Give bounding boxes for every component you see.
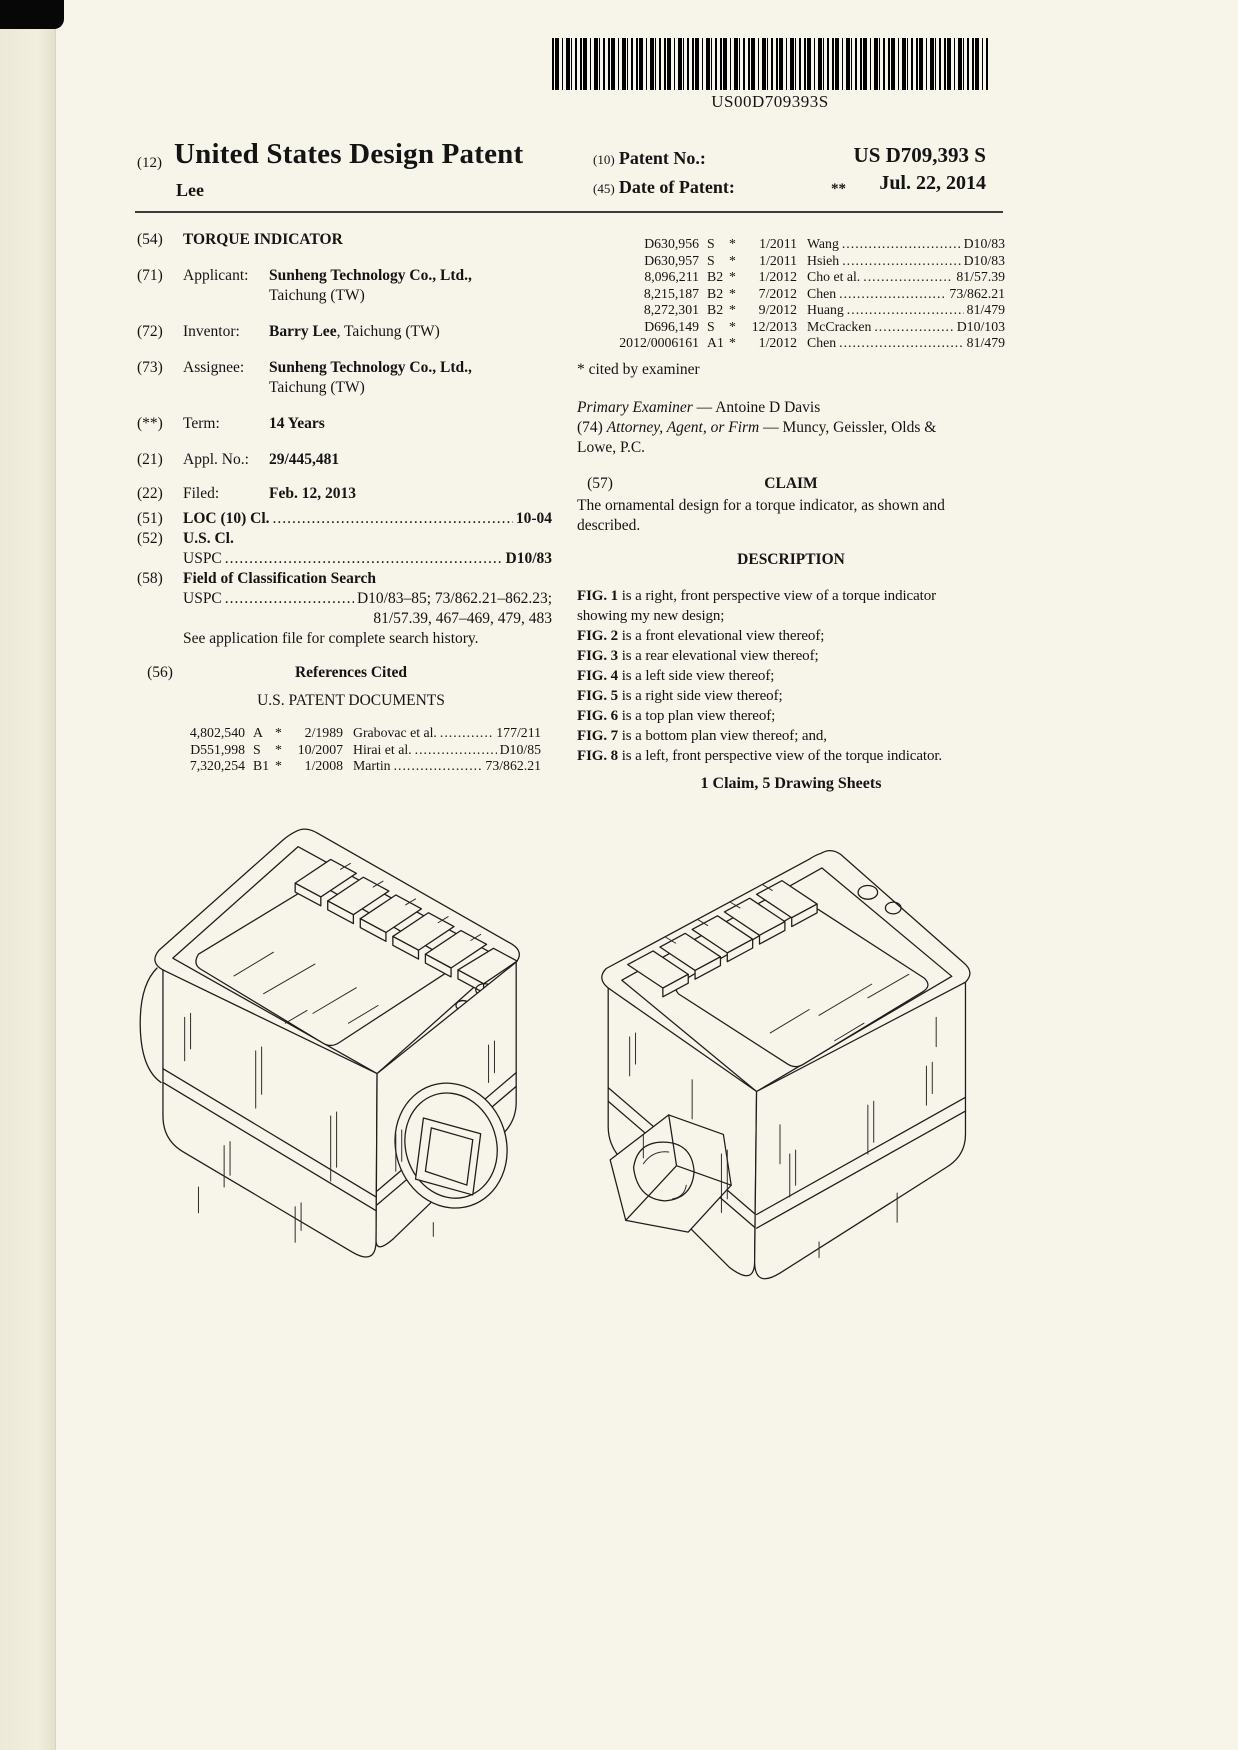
- reference-row: 7,320,254 B1 * 1/2008 Martin ..... 73/862.21: [149, 758, 541, 775]
- fig-description-line: FIG. 4 is a left side view thereof;: [577, 667, 775, 684]
- reference-row: 8,096,211 B2 * 1/2012 Cho et al. ..... 81/57.39: [603, 269, 1005, 286]
- scan-corner-artifact: [0, 0, 64, 29]
- dot-leader: [225, 589, 354, 609]
- invention-title: TORQUE INDICATOR: [183, 231, 343, 248]
- fig-description-line: FIG. 1 is a right, front perspective view of a torque indicator: [577, 587, 937, 604]
- field-22-filed: (22) Filed: Feb. 12, 2013: [137, 485, 356, 502]
- document-title: United States Design Patent: [174, 138, 524, 170]
- fig-description-line: FIG. 7 is a bottom plan view thereof; and,: [577, 727, 827, 744]
- reference-row: D551,998 S * 10/2007 Hirai et al. ..... D10/85: [149, 742, 541, 759]
- claims-sheets-note: 1 Claim, 5 Drawing Sheets: [700, 774, 882, 792]
- claim-heading: (57) CLAIM: [587, 474, 818, 492]
- reference-row: D630,957 S * 1/2011 Hsieh ..... D10/83: [603, 253, 1005, 270]
- field-58-search: (58) Field of Classification Search USPC ..... D10/83–85; 73/862.21–862.23; 81/57.39, 467–469, 479, 483 See application file for complete search history.: [137, 569, 565, 649]
- fig-description-line: FIG. 6 is a top plan view thereof;: [577, 707, 776, 724]
- left-column: [137, 230, 565, 775]
- date-of-patent-value: Jul. 22, 2014: [879, 172, 986, 194]
- reference-list-left: [137, 725, 565, 775]
- inventor-surname: Lee: [176, 180, 204, 200]
- reference-row: 2012/0006161 A1 * 1/2012 Chen ..... 81/479: [603, 335, 1005, 352]
- field-21-appl-no: (21) Appl. No.: 29/445,481: [137, 451, 340, 468]
- references-cited-heading: (56) References Cited: [147, 664, 408, 681]
- dot-leader: [273, 509, 513, 529]
- claim-text: The ornamental design for a torque indicator, as shown and described.: [577, 496, 945, 534]
- dot-leader: [847, 302, 964, 319]
- figure-drawing-right-front-perspective: [122, 820, 567, 1264]
- dot-leader: [842, 236, 961, 253]
- barcode-text: US00D709393S: [711, 92, 829, 111]
- fig-description-line: FIG. 3 is a rear elevational view thereof;: [577, 647, 819, 664]
- kind-code: (12): [137, 155, 162, 171]
- field-73-assignee: (73) Assignee: Sunheng Technology Co., Ltd., Taichung (TW): [137, 359, 472, 396]
- field-term: (**) Term: 14 Years: [137, 415, 325, 432]
- term-extension-stars: **: [831, 181, 846, 197]
- fig-description-line: FIG. 2 is a front elevational view thereof;: [577, 627, 825, 644]
- dot-leader: [225, 549, 503, 569]
- dot-leader: [415, 742, 497, 759]
- field-51-loc: (51) LOC (10) Cl. ..... 10-04: [137, 509, 565, 529]
- patent-no-label: (10) Patent No.:: [593, 148, 706, 168]
- field-72-inventor: (72) Inventor: Barry Lee, Taichung (TW): [137, 323, 440, 340]
- reference-row: 8,272,301 B2 * 9/2012 Huang ..... 81/479: [603, 302, 1005, 319]
- right-column: [577, 236, 1005, 794]
- description-heading: DESCRIPTION: [737, 550, 845, 568]
- field-71-applicant: (71) Applicant: Sunheng Technology Co., Ltd., Taichung (TW): [137, 267, 472, 304]
- us-patent-documents-heading: U.S. PATENT DOCUMENTS: [257, 692, 445, 709]
- primary-examiner-line: Primary Examiner — Antoine D Davis: [577, 398, 821, 416]
- fig-description-line: FIG. 5 is a right side view thereof;: [577, 687, 783, 704]
- field-52-us-cl: (52) U.S. Cl. USPC ..... D10/83: [137, 529, 565, 569]
- reference-row: 4,802,540 A * 2/1989 Grabovac et al. ..... 177/211: [149, 725, 541, 742]
- figure-descriptions: [577, 586, 1005, 766]
- dot-leader: [839, 335, 964, 352]
- dot-leader: [839, 286, 946, 303]
- dot-leader: [440, 725, 493, 742]
- date-of-patent-label: (45) Date of Patent:: [593, 177, 735, 197]
- barcode: [552, 38, 988, 90]
- dot-leader: [842, 253, 960, 270]
- header-divider: [135, 211, 1003, 213]
- reference-row: D696,149 S * 12/2013 McCracken ..... D10/103: [603, 319, 1005, 336]
- field-54-title: (54) TORQUE INDICATOR: [137, 230, 565, 250]
- reference-list-right: [577, 236, 1005, 352]
- attorney-line: (74) Attorney, Agent, or Firm — Muncy, Geissler, Olds & Lowe, P.C.: [577, 418, 937, 456]
- fig-description-line: showing my new design;: [577, 607, 725, 624]
- fig-description-line: FIG. 8 is a left, front perspective view of the torque indicator.: [577, 747, 943, 764]
- reference-row: D630,956 S * 1/2011 Wang ..... D10/83: [603, 236, 1005, 253]
- figure-drawing-left-front-perspective: [575, 840, 985, 1302]
- dot-leader: [394, 758, 483, 775]
- reference-row: 8,215,187 B2 * 7/2012 Chen ..... 73/862.21: [603, 286, 1005, 303]
- cited-by-examiner-note: * cited by examiner: [577, 360, 700, 378]
- dot-leader: [874, 319, 953, 336]
- dot-leader: [863, 269, 953, 286]
- scanned-page-edge: [0, 0, 56, 1750]
- patent-no-value: US D709,393 S: [853, 143, 986, 167]
